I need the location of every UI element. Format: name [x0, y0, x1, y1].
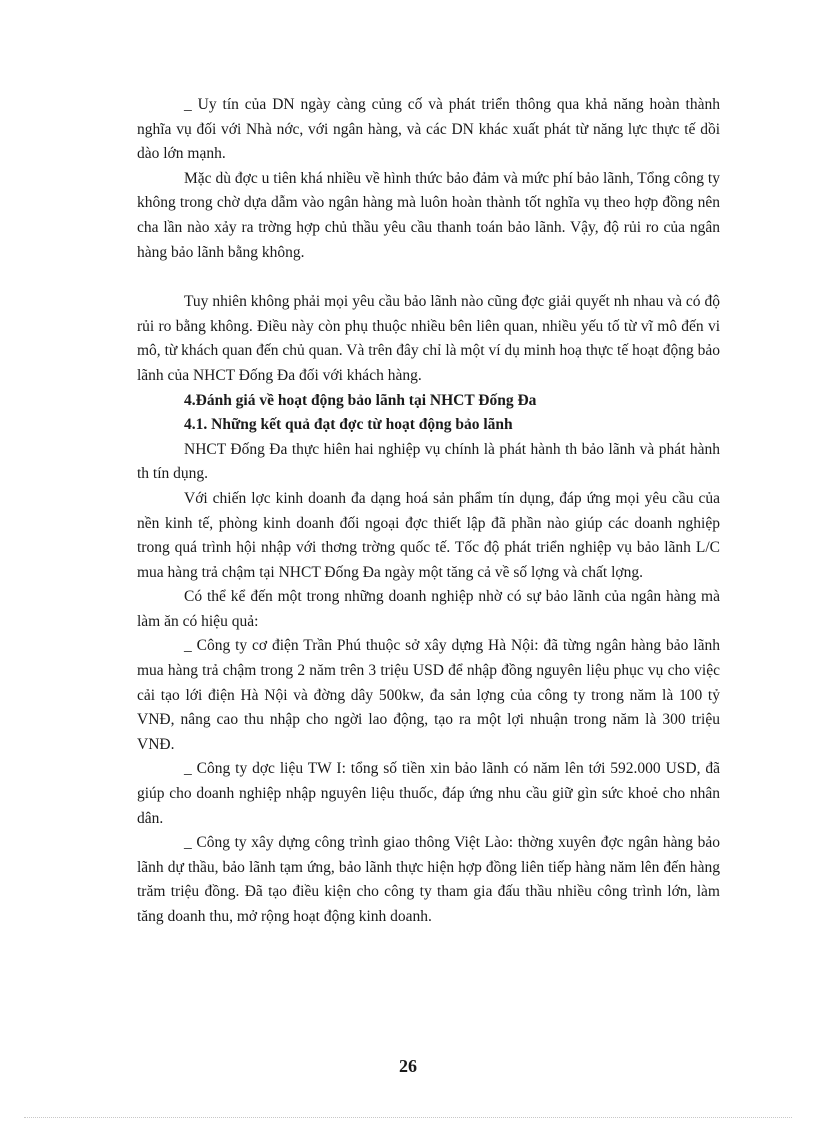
- subsection-heading: 4.1. Những kết quả đạt đợc từ hoạt động bảo lãnh: [184, 416, 513, 434]
- paragraph-example-duoc-lieu: _ Công ty dợc liệu TW I: tổng số tiền xin bảo lãnh có năm lên tới 592.000 USD, đã giúp cho doanh nghiệp nhập nguyên liệu thuốc, đáp ứng nhu cầu giữ gìn sức khoẻ cho nhân dân.: [137, 760, 720, 827]
- paragraph-risk: Tuy nhiên không phải mọi yêu cầu bảo lãnh nào cũng đợc giải quyết nh nhau và có độ rủi ro bằng không. Điều này còn phụ thuộc nhiều bên liên quan, nhiều yếu tố từ vĩ mô đến vi mô, từ khách quan đến chủ quan. Và trên đây chỉ là một ví dụ minh hoạ thực tế hoạt động bảo lãnh của NHCT Đống Đa đối với khách hàng.: [137, 293, 720, 384]
- paragraph-services: NHCT Đống Đa thực hiên hai nghiệp vụ chính là phát hành th bảo lãnh và phát hành th tín dụng.: [137, 440, 720, 483]
- paragraph-reputation: _ Uy tín của DN ngày càng củng cố và phát triển thông qua khả năng hoàn thành nghĩa vụ đối với Nhà nớc, với ngân hàng, và các DN khác xuất phát từ năng lực thực tế dồi dào lớn mạnh.: [137, 96, 720, 163]
- page-number: 26: [399, 1056, 417, 1076]
- paragraph-example-viet-lao: _ Công ty xây dựng công trình giao thông Việt Lào: thờng xuyên đợc ngân hàng bảo lãnh dự thầu, bảo lãnh tạm ứng, bảo lãnh thực hiện hợp đồng liên tiếp hàng năm lên đến hàng trăm triệu đồng. Đã tạo điều kiện cho công ty tham gia đấu thầu nhiều công trình lớn, làm tăng doanh thu, mở rộng hoạt động kinh doanh.: [137, 834, 720, 925]
- section-heading: 4.Đánh giá về hoạt động bảo lãnh tại NHCT Đống Đa: [184, 391, 537, 409]
- paragraph-strategy: Với chiến lợc kinh doanh đa dạng hoá sản phẩm tín dụng, đáp ứng mọi yêu cầu của nền kinh tế, phòng kinh doanh đối ngoại đợc thiết lập đã phần nào giúp các doanh nghiệp trong quá trình hội nhập với thơng trờng quốc tế. Tốc độ phát triển nghiệp vụ bảo lãnh L/C mua hàng trả chậm tại NHCT Đống Đa ngày một tăng cả về số lợng và chất lợng.: [137, 489, 720, 581]
- paragraph-example-tran-phu: _ Công ty cơ điện Trần Phú thuộc sở xây dựng Hà Nội: đã từng ngân hàng bảo lãnh mua hàng trả chậm trong 2 năm trên 3 triệu USD để nhập đồng nguyên liệu phục vụ cho việc cải tạo lới điện Hà Nội và đờng dây 500kw, đa sản lợng của công ty trong năm là 100 tỷ VNĐ, nâng cao thu nhập cho ngời lao động, tạo ra một lợi nhuận trong năm là 300 triệu VNĐ.: [137, 637, 720, 753]
- page-bottom-divider: [24, 1117, 792, 1118]
- document-body: [137, 93, 720, 930]
- paragraph-examples-intro: Có thể kể đến một trong những doanh nghiệp nhờ có sự bảo lãnh của ngân hàng mà làm ăn có hiệu quả:: [137, 588, 720, 630]
- paragraph-obligation: Mặc dù đợc u tiên khá nhiều về hình thức bảo đảm và mức phí bảo lãnh, Tổng công ty không trong chờ dựa dẫm vào ngân hàng mà luôn hoàn thành tốt nghĩa vụ theo hợp đồng nên cha lần nào xảy ra trờng hợp chủ thầu yêu cầu thanh toán bảo lãnh. Vậy, độ rủi ro của ngân hàng bảo lãnh bằng không.: [137, 169, 720, 261]
